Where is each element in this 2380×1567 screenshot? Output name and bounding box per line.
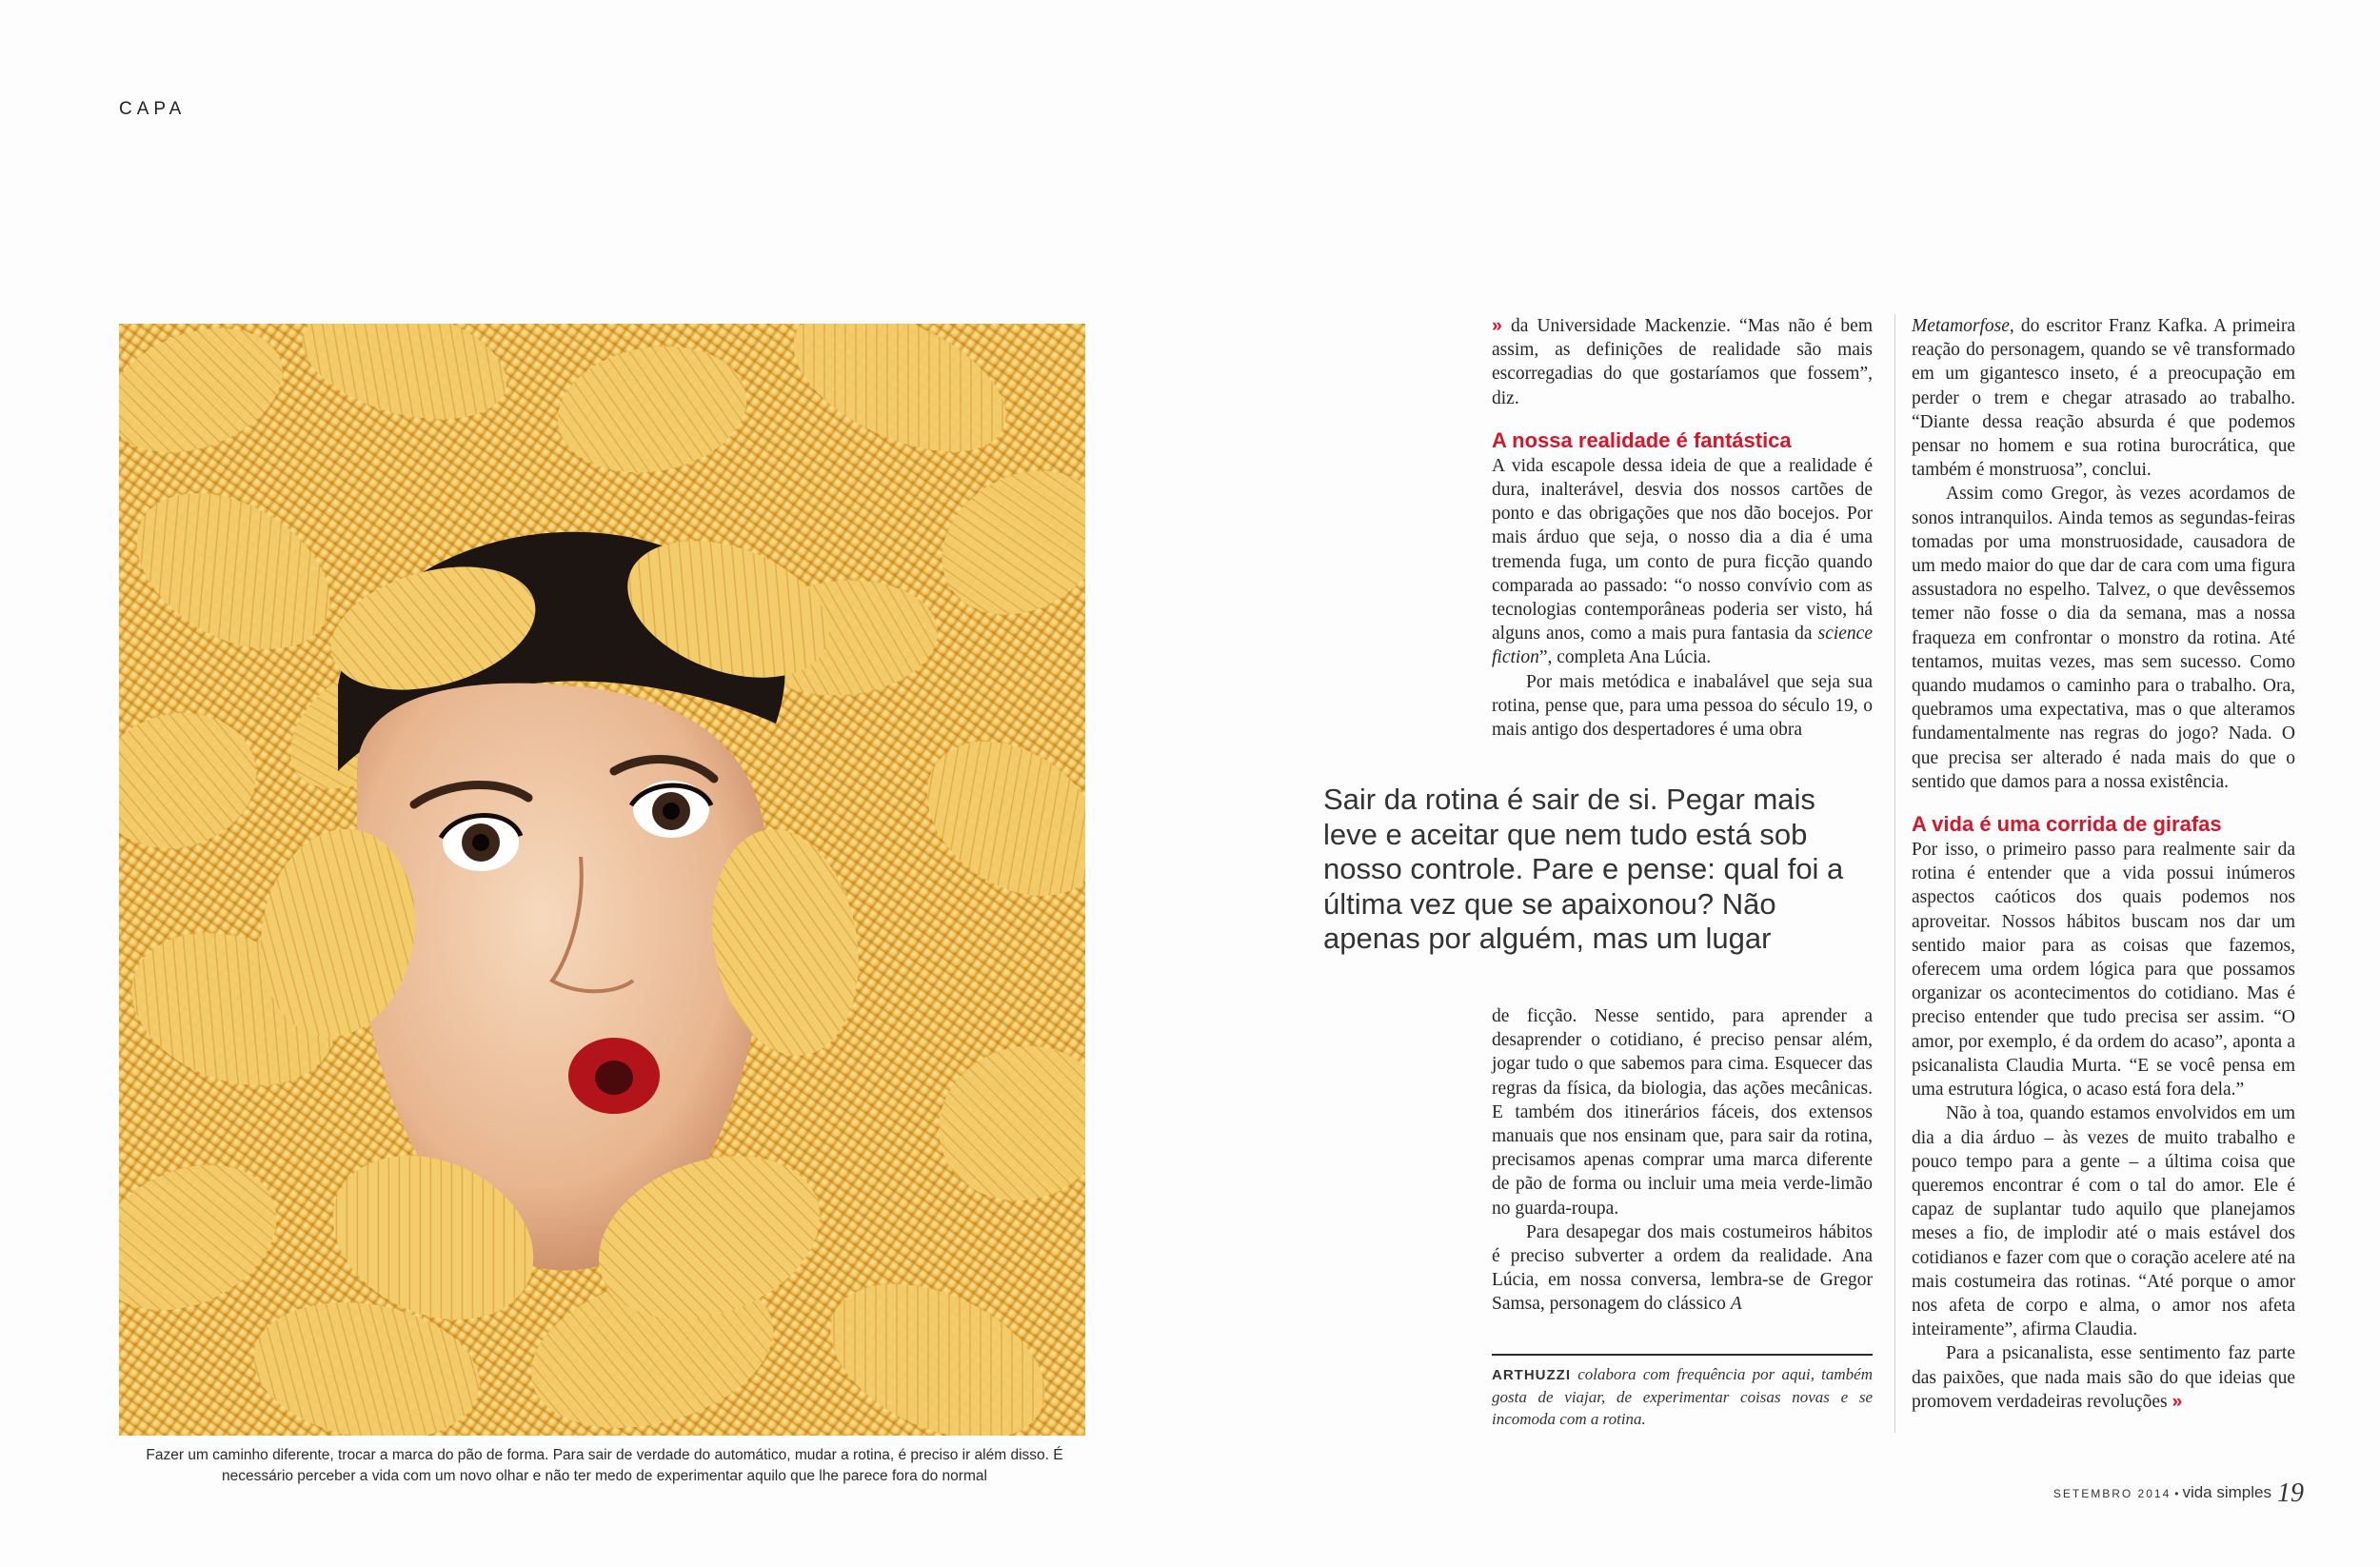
author-bio: [1492, 1363, 1873, 1430]
paragraph-text: da Universidade Mackenzie. “Mas não é bem assim, as definições de realidade são mais escorregadias do que gostaríamos que fossem”, diz.: [1492, 316, 1873, 408]
paragraph-text: ”, completa Ana Lúcia.: [1538, 647, 1712, 668]
paragraph: Assim como Gregor, às vezes acordamos de sonos intranquilos. Ainda temos as segundas-feiras tomadas por uma monstruosidade, causadora de um medo maior do que dar de cara com uma figura assustadora no espelho. Talvez, o que devêssemos temer não fosse o dia da semana, mas a nossa fraqueza em confrontar o monstro da rotina. Até tentamos, muitas vezes, mas sem sucesso. Como quando mudamos o caminho para o trabalho. Ora, quebramos uma expectativa, mas o que alteramos fundamentalmente nas regras do jogo? Nada. O que precisa ser alterado é nada mais do que o sentido que damos para a nossa existência.: [1912, 484, 2295, 792]
paragraph-text: A vida escapole dessa ideia de que a realidade é dura, inalterável, desvia dos nossos cartões de ponto e das obrigações que nos dão bocejos. Por mais árduo que seja, o nosso dia a dia é uma tremenda fuga, um conto de pura ficção quando comparada ao passado: “o nosso convívio com as tecnologias contemporâneas poderia ser visto, há alguns anos, como a mais pura fantasia da: [1492, 455, 1873, 645]
page-footer: [2018, 1478, 2304, 1509]
bio-divider: [1492, 1354, 1873, 1356]
italic-term: Metamorfose: [1912, 316, 2010, 336]
end-marker: »: [2172, 1390, 2183, 1412]
magazine-name: vida simples: [2182, 1483, 2271, 1501]
paragraph: [1912, 1341, 2295, 1414]
paragraph-text: Para a psicanalista, esse sentimento faz parte das paixões, que nada mais são do que ideias que promovem verdadeiras revoluções: [1912, 1343, 2295, 1412]
italic-term: A: [1730, 1294, 1742, 1315]
section-label: CAPA: [119, 99, 187, 119]
paragraph: [1492, 1220, 1873, 1317]
paragraph: Por mais metódica e inabalável que seja sua rotina, pense que, para uma pessoa do século 19, o mais antigo dos despertadores é uma obra: [1492, 671, 1873, 741]
issue-date: SETEMBRO 2014: [2053, 1487, 2172, 1500]
paragraph: [1492, 454, 1873, 670]
article-column-1: [1492, 314, 1873, 742]
column-divider: [1894, 314, 1895, 1433]
feature-photo: [119, 324, 1085, 1436]
paragraph: de ficção. Nesse sentido, para aprender a desaprender o cotidiano, é preciso pensar além, jogar tudo o que sabemos para cima. Esquecer das regras da física, da biologia, das ações mecânicas. E também dos itinerários fáceis, dos extensos manuais que nos ensinam que, para sair da rotina, precisamos apenas comprar uma marca diferente de pão de forma ou incluir uma meia verde-limão no guarda-roupa.: [1492, 1006, 1873, 1219]
author-bio-text: colabora com frequência por aqui, também gosta de viajar, de experimentar coisas novas e se incomoda com a rotina.: [1492, 1365, 1873, 1428]
article-column-2: [1492, 1004, 1873, 1317]
author-name: ARTHUZZI: [1492, 1367, 1571, 1383]
continuation-marker: »: [1492, 315, 1502, 336]
article-column-3: [1912, 314, 2295, 1414]
paragraph: Não à toa, quando estamos envolvidos em um dia a dia árduo – às vezes de muito trabalho e pouco tempo para a gente – a última coisa que queremos encontrar é com o tal do amor. Ele é capaz de suplantar tudo aquilo que planejamos meses a fio, de implodir até o mais estável dos cotidianos e fazer com que o coração acelere até na mais costumeira das rotinas. “Até porque o amor nos afeta de corpo e alma, o amor nos afeta inteiramente”, afirma Claudia.: [1912, 1103, 2295, 1340]
subheading: A nossa realidade é fantástica: [1492, 427, 1792, 452]
paragraph: [1492, 314, 1873, 410]
paragraph: [1912, 314, 2295, 482]
separator-dot: •: [2174, 1487, 2179, 1500]
paragraph-text: , do escritor Franz Kafka. A primeira reação do personagem, quando se vê transformado em um gigantesco inseto, é a preocupação em perder o trem e chegar atrasado ao trabalho. “Diante dessa reação absurda é que podemos pensar no homem e sua rotina burocrática, que também é monstruosa”, conclui.: [1912, 316, 2295, 481]
subheading: A vida é uma corrida de girafas: [1912, 812, 2222, 837]
woman-face-in-chips-illustration: [119, 324, 1085, 1436]
italic-term: science fiction: [1492, 624, 1873, 668]
page-number: 19: [2277, 1478, 2304, 1508]
paragraph-text: Para desapegar dos mais costumeiros hábitos é preciso subverter a ordem da realidade. Ana Lúcia, em nossa conversa, lembra-se de Gregor Samsa, personagem do clássico: [1492, 1221, 1873, 1315]
paragraph: Por isso, o primeiro passo para realmente sair da rotina é entender que a vida possui inúmeros aspectos caóticos dos quais podemos nos aproveitar. Nossos hábitos buscam nos dar um sentido maior para as coisas que fazemos, oferecem uma ordem lógica para que possamos organizar os acontecimentos do cotidiano. Mas é preciso entender que tudo precisa ser assim. “O amor, por exemplo, é da ordem do acaso”, aponta a psicanalista Claudia Murta. “E se você pensa em uma estrutura lógica, o acaso está fora dela.”: [1912, 840, 2295, 1101]
photo-caption: Fazer um caminho diferente, trocar a marca do pão de forma. Para sair de verdade do automático, mudar a rotina, é preciso ir além disso. É necessário perceber a vida com um novo olhar e não ter medo de experimentar aquilo que lhe parece fora do normal: [146, 1447, 1063, 1484]
pull-quote: Sair da rotina é sair de si. Pegar mais leve e aceitar que nem tudo está sob nosso controle. Pare e pense: qual foi a última vez que se apaixonou? Não apenas por alguém, mas um lugar: [1323, 783, 1844, 955]
